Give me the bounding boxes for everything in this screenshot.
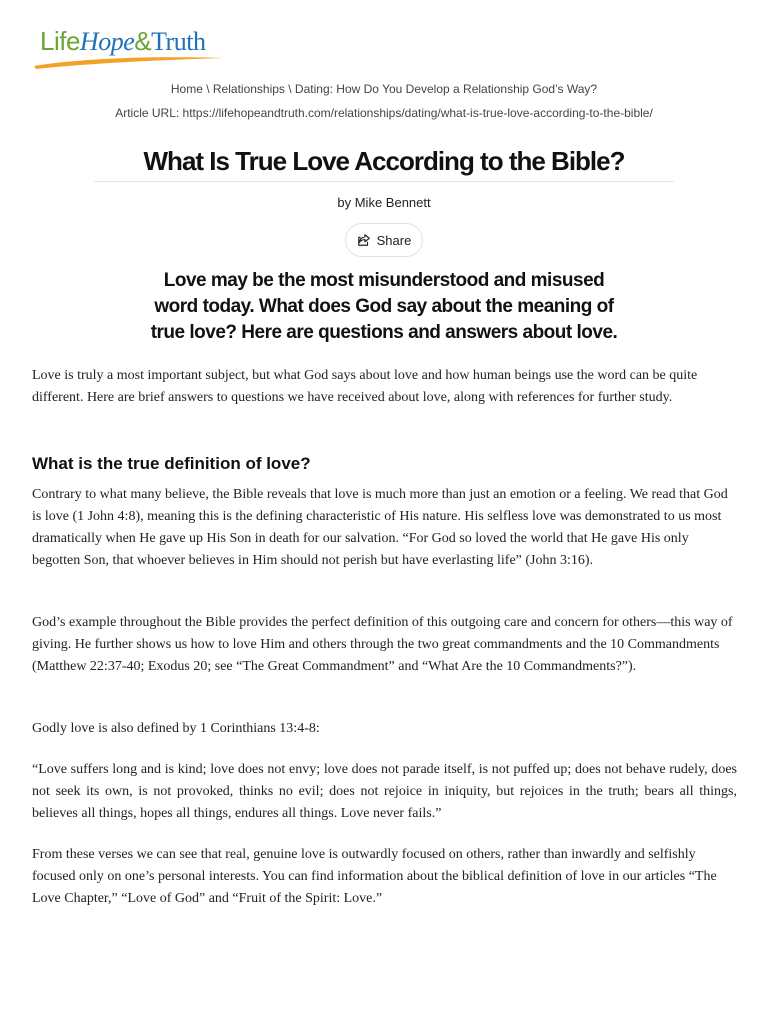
body-paragraph-1: Contrary to what many believe, the Bible reveals that love is much more than just an emotion or a feeling. We read that God is love (1 John 4:8), meaning this is the defining characteristic of His nature. His selfless love was demonstrated to us most dramatically when He gave up His Son in death for our salvation. “For God so loved the world that He gave His only begotten Son, that whoever believes in Him should not perish but have everlasting life” (John 3:16).: [32, 487, 728, 568]
share-label: Share: [376, 232, 412, 248]
share-icon: [357, 233, 371, 247]
logo-word-hope: Hope: [79, 27, 135, 56]
title-divider: [94, 181, 674, 182]
site-logo[interactable]: [32, 24, 228, 72]
scripture-quote: “Love suffers long and is kind; love does not envy; love does not parade itself, is not puffed up; does not behave rudely, does not seek its own, is not provoked, thinks no evil; does not rejoice in iniquity, but rejoices in the truth; bears all things, believes all things, hopes all things, endures all things. Love never fails.”: [32, 762, 737, 821]
intro-paragraph: Love is truly a most important subject, but what God says about love and how human beings use the word can be quite different. Here are brief answers to questions we have received about love, along with references for further study.: [32, 368, 698, 405]
logo-word-life: Life: [40, 26, 80, 56]
article-url: Article URL: https://lifehopeandtruth.com/relationships/dating/what-is-true-love-according-to-the-bible/: [115, 106, 653, 120]
body-paragraph-2: God’s example throughout the Bible provides the perfect definition of this outgoing care and concern for others—this way of giving. He further shows us how to love Him and others through the two great commandments and the 10 Commandments (Matthew 22:37-40; Exodus 20; see “The Great Commandment” and “What Are the 10 Commandments?”).: [32, 615, 733, 674]
body-paragraph-3: Godly love is also defined by 1 Corinthians 13:4-8:: [32, 721, 320, 736]
article-lede: Love may be the most misunderstood and misused word today. What does God say about the meaning of true love? Here are questions and answers about love.: [150, 270, 618, 343]
logo-word-truth: Truth: [151, 27, 206, 56]
share-button[interactable]: [345, 223, 423, 257]
section-heading: What is the true definition of love?: [32, 454, 311, 473]
breadcrumb[interactable]: Home \ Relationships \ Dating: How Do You Develop a Relationship God’s Way?: [170, 82, 598, 96]
author-byline: by Mike Bennett: [337, 195, 431, 210]
page-title: What Is True Love According to the Bible?: [143, 146, 625, 176]
logo-ampersand: &: [134, 26, 152, 56]
logo-swoosh-icon: [32, 54, 228, 70]
body-paragraph-5: From these verses we can see that real, genuine love is outwardly focused on others, rather than inwardly and selfishly focused only on one’s personal interests. You can find information about the biblical definition of love in our articles “The Love Chapter,” “Love of God” and “Fruit of the Spirit: Love.”: [32, 847, 717, 906]
